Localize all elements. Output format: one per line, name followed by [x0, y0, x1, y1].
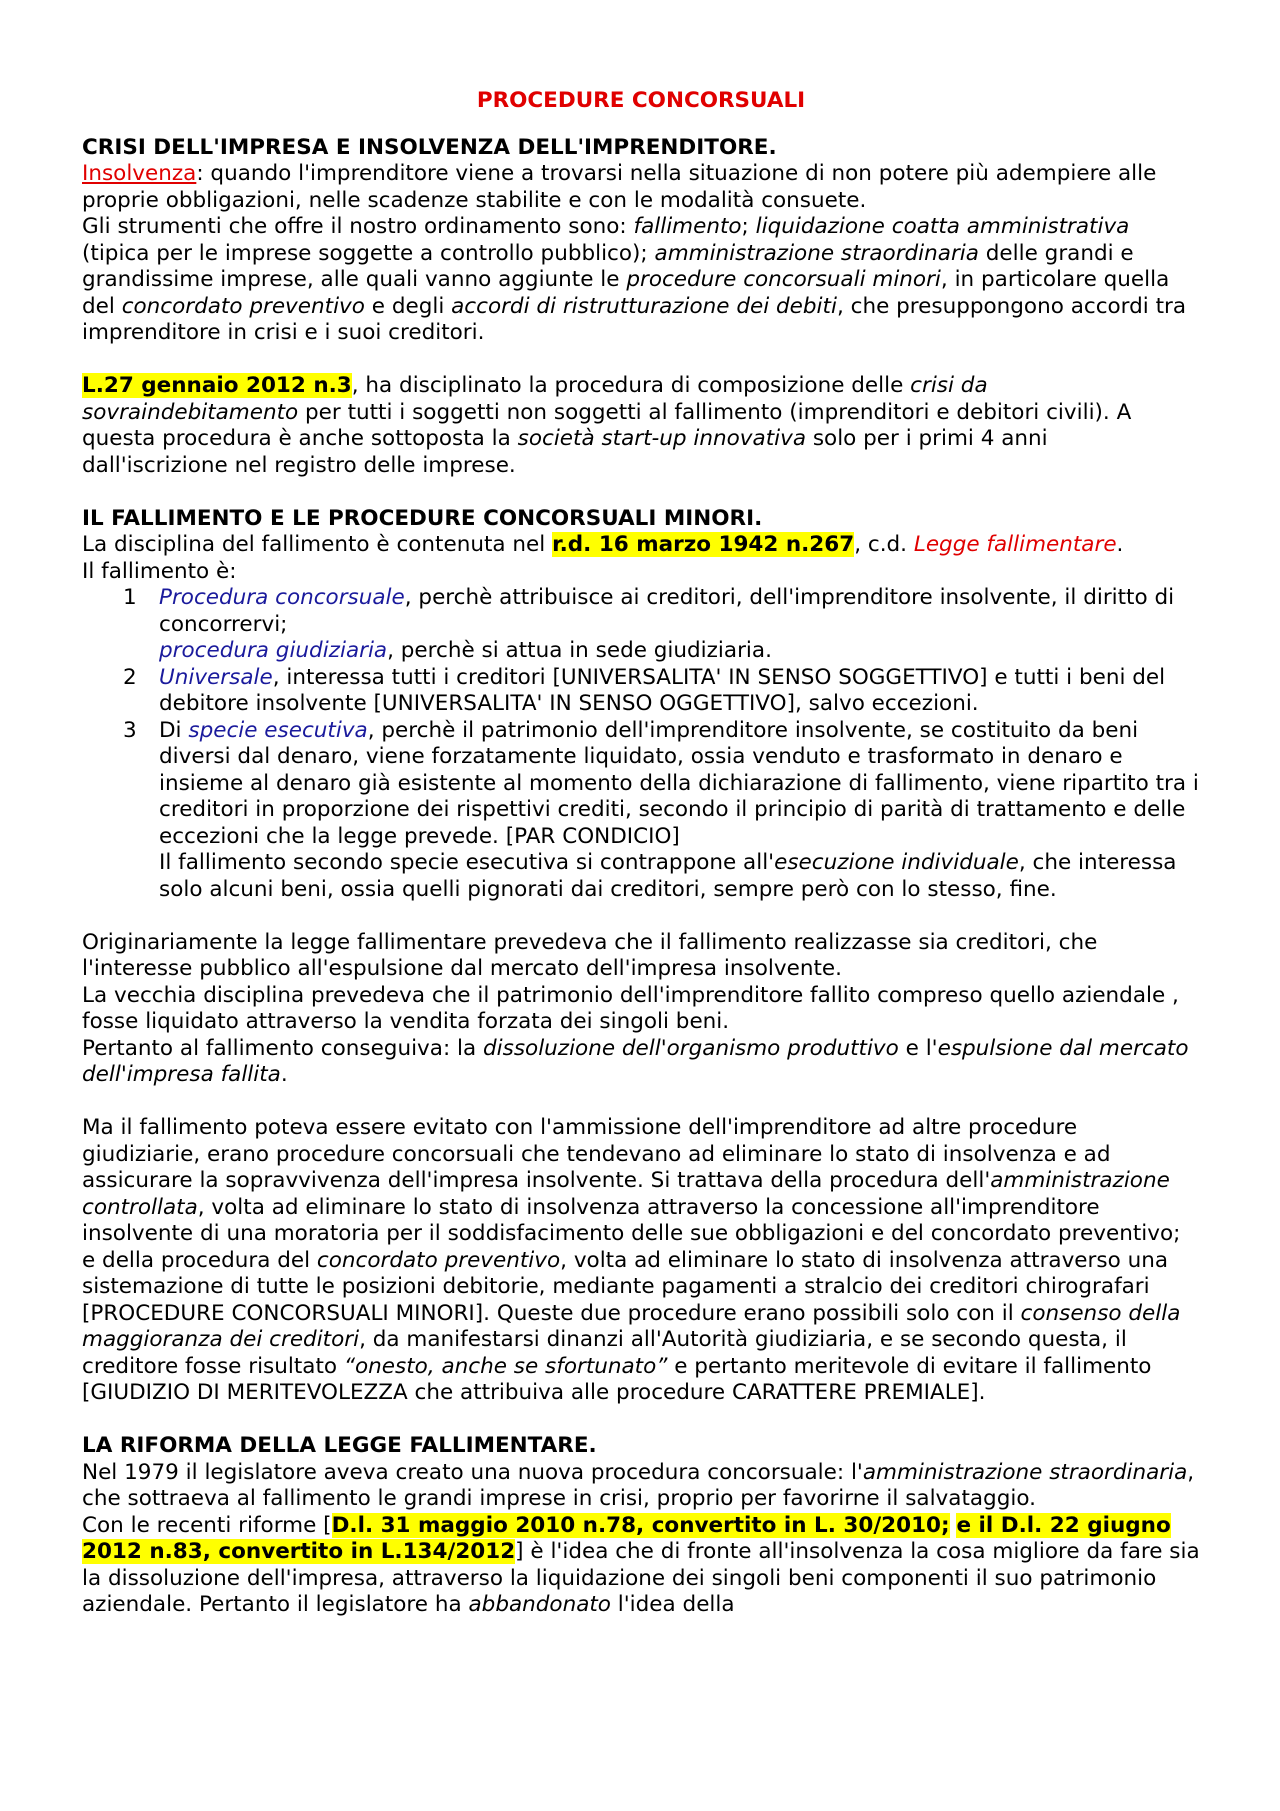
paragraph-procedure-minori: Ma il fallimento poteva essere evitato con l'ammissione dell'imprenditore ad altre procedure giudiziarie, erano procedure concorsuali che tendevano ad eliminare lo stato di insolvenza e ad assicurare la sopravvivenza dell'impresa insolvente. Si trattava della procedura dell'amministrazione controllata, volta ad eliminare lo stato di insolvenza attraverso la concessione all'imprenditore insolvente di una moratoria per il soddisfacimento delle sue obbligazioni e del concordato preventivo; e della procedura del concordato preventivo, volta ad eliminare lo stato di insolvenza attraverso una sistemazione di tutte le posizioni debitorie, mediante pagamenti a stralcio dei creditori chirografari [PROCEDURE CONCORSUALI MINORI]. Queste due procedure erano possibili solo con il consenso della maggioranza dei creditori, da manifestarsi dinanzi all'Autorità giudiziaria, e se secondo questa, il creditore fosse risultato “onesto, anche se sfortunato” e pertanto meritevole di evitare il fallimento [GIUDIZIO DI MERITEVOLEZZA che attribuiva alle procedure CARATTERE PREMIALE].: [82, 1115, 1181, 1405]
highlight-rd-1942: r.d. 16 marzo 1942 n.267: [552, 532, 855, 557]
paragraph-fallimento-e: Il fallimento è:: [82, 558, 237, 584]
highlight-law-2012: L.27 gennaio 2012 n.3: [82, 373, 352, 398]
section-heading-riforma: LA RIFORMA DELLA LEGGE FALLIMENTARE.: [82, 1433, 597, 1458]
list-item: 3 Di specie esecutiva, perchè il patrimonio dell'imprenditore insolvente, se costituito da beni diversi dal denaro, viene forzatamente liquidato, ossia venduto e trasformato in denaro e insieme al denaro già esistente al momento della dichiarazione di fallimento, viene ripartito tra i creditori in proporzione dei rispettivi crediti, secondo il principio di parità di trattamento e delle eccezioni che la legge prevede. [PAR CONDICIO] Il fallimento secondo specie esecutiva si contrappone all'esecuzione individuale, che interessa solo alcuni beni, ossia quelli pignorati dai creditori, sempre però con lo stesso, fine.: [123, 717, 1199, 902]
paragraph-insolvenza: Insolvenza: quando l'imprenditore viene a trovarsi nella situazione di non potere più adempiere alle proprie obbligazioni, nelle scadenze stabilite e con le modalità consuete.: [82, 161, 1157, 213]
section-heading-fallimento: IL FALLIMENTO E LE PROCEDURE CONCORSUALI MINORI.: [82, 505, 763, 531]
legge-fallimentare-link: Legge fallimentare: [913, 532, 1117, 557]
paragraph-1979: Nel 1979 il legislatore aveva creato una nuova procedura concorsuale: l'amministrazione straordinaria, che sottraeva al fallimento le grandi imprese in crisi, proprio per favorirne il salvataggio.: [82, 1459, 1195, 1511]
list-item: 1 Procedura concorsuale, perchè attribuisce ai creditori, dell'imprenditore insolvente, il diritto di concorrervi; procedura giudiziaria, perchè si attua in sede giudiziaria.: [123, 585, 1175, 663]
paragraph-disciplina: La disciplina del fallimento è contenuta nel r.d. 16 marzo 1942 n.267, c.d. Legge fallimentare.: [82, 532, 1124, 557]
fallimento-characteristics-list: [82, 585, 1200, 903]
paragraph-originariamente: Originariamente la legge fallimentare prevedeva che il fallimento realizzasse sia creditori, che l'interesse pubblico all'espulsione dal mercato dell'impresa insolvente.: [82, 929, 1098, 981]
term-insolvenza: Insolvenza: [82, 161, 197, 186]
paragraph-pertanto: Pertanto al fallimento conseguiva: la dissoluzione dell'organismo produttivo e l'espulsione dal mercato dell'impresa fallita.: [82, 1035, 1189, 1087]
section-heading-crisi: CRISI DELL'IMPRESA E INSOLVENZA DELL'IMPRENDITORE.: [82, 134, 777, 160]
paragraph-recenti-riforme: Con le recenti riforme [D.l. 31 maggio 2010 n.78, convertito in L. 30/2010; e il D.l. 22 giugno 2012 n.83, convertito in L.134/2012] è l'idea che di fronte all'insolvenza la cosa migliore da fare sia la dissoluzione dell'impresa, attraverso la liquidazione dei singoli beni componenti il suo patrimonio aziendale. Pertanto il legislatore ha abbandonato l'idea della: [82, 1512, 1200, 1617]
document-title: PROCEDURE CONCORSUALI: [476, 88, 806, 113]
paragraph-vecchia-disciplina: La vecchia disciplina prevedeva che il patrimonio dell'imprenditore fallito compreso quello aziendale , fosse liquidato attraverso la vendita forzata dei singoli beni.: [82, 982, 1179, 1034]
list-item: 2 Universale, interessa tutti i creditori [UNIVERSALITA' IN SENSO SOGGETTIVO] e tutti i beni del debitore insolvente [UNIVERSALITA' IN SENSO OGGETTIVO], salvo eccezioni.: [123, 664, 1166, 716]
highlight-dl-2010: D.l. 31 maggio 2010 n.78, convertito in L. 30/2010;: [331, 1512, 950, 1538]
paragraph-strumenti: Gli strumenti che offre il nostro ordinamento sono: fallimento; liquidazione coatta amministrativa (tipica per le imprese soggette a controllo pubblico); amministrazione straordinaria delle grandi e grandissime imprese, alle quali vanno aggiunte le procedure concorsuali minori, in particolare quella del concordato preventivo e degli accordi di ristrutturazione dei debiti, che presuppongono accordi tra imprenditore in crisi e i suoi creditori.: [82, 214, 1187, 345]
document-page: [82, 88, 1200, 1619]
paragraph-sovraindebitamento: L.27 gennaio 2012 n.3, ha disciplinato la procedura di composizione delle crisi da sovraindebitamento per tutti i soggetti non soggetti al fallimento (imprenditori e debitori civili). A questa procedura è anche sottoposta la società start-up innovativa solo per i primi 4 anni dall'iscrizione nel registro delle imprese.: [82, 373, 1132, 478]
highlight-dl-2012: e il D.l. 22 giugno 2012 n.83, convertito in L.134/2012: [82, 1512, 1171, 1564]
